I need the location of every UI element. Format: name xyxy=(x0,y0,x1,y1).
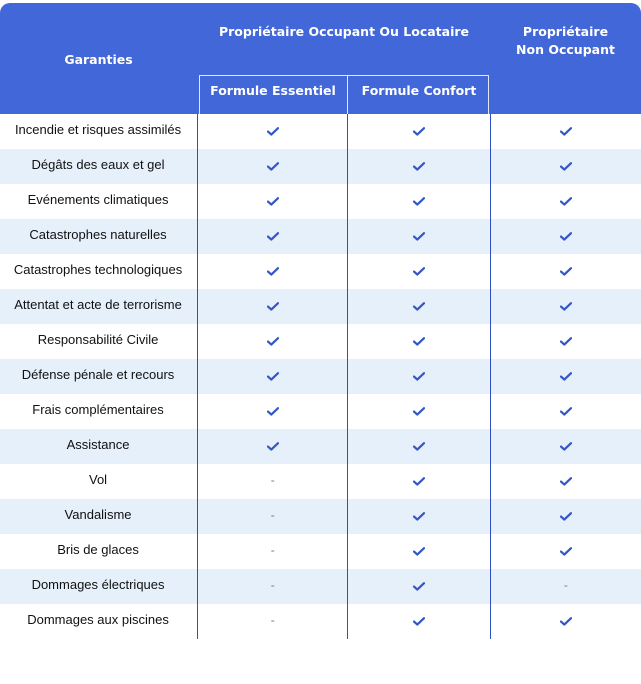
table-row xyxy=(0,604,641,639)
non-occupant-check-icon xyxy=(560,508,572,526)
row-label: Incendie et risques assimilés xyxy=(14,122,182,137)
cell-confort xyxy=(348,149,490,184)
non-occupant-check-icon xyxy=(560,473,572,491)
cell-non-occupant xyxy=(491,324,641,359)
header-divider-right xyxy=(488,75,489,114)
cell-non-occupant xyxy=(491,359,641,394)
cell-essentiel xyxy=(198,394,348,429)
cell-non-occupant xyxy=(491,499,641,534)
cell-confort xyxy=(348,604,490,639)
confort-check-icon xyxy=(413,578,425,596)
cell-non-occupant xyxy=(491,604,641,639)
header-divider-left xyxy=(199,75,200,114)
cell-essentiel xyxy=(198,464,348,499)
essentiel-dash: - xyxy=(270,578,275,592)
cell-essentiel xyxy=(198,534,348,569)
row-label: Catastrophes technologiques xyxy=(13,262,183,277)
non-occupant-check-icon xyxy=(560,123,572,141)
confort-check-icon xyxy=(413,543,425,561)
essentiel-check-icon xyxy=(267,193,279,211)
confort-check-icon xyxy=(413,613,425,631)
table-row xyxy=(0,219,641,254)
table-row xyxy=(0,114,641,149)
non-occupant-check-icon xyxy=(560,193,572,211)
header-non-occupant-line2: Non Occupant xyxy=(516,42,615,57)
cell-essentiel xyxy=(198,499,348,534)
table-row xyxy=(0,499,641,534)
row-label: Assistance xyxy=(66,437,130,452)
confort-check-icon xyxy=(413,333,425,351)
row-label: Dommages aux piscines xyxy=(27,612,169,627)
cell-non-occupant xyxy=(491,114,641,149)
non-occupant-check-icon xyxy=(560,403,572,421)
essentiel-dash: - xyxy=(270,473,275,487)
essentiel-check-icon xyxy=(267,158,279,176)
cell-non-occupant xyxy=(491,289,641,324)
cell-essentiel xyxy=(198,219,348,254)
non-occupant-check-icon xyxy=(560,298,572,316)
table-row xyxy=(0,359,641,394)
cell-confort xyxy=(348,394,490,429)
table-body xyxy=(0,114,641,639)
cell-confort xyxy=(348,359,490,394)
header-formule-essentiel: Formule Essentiel xyxy=(210,83,336,98)
cell-confort xyxy=(348,324,490,359)
header-garanties: Garanties xyxy=(64,52,133,67)
cell-confort xyxy=(348,499,490,534)
row-label: Dommages électriques xyxy=(31,577,165,592)
table-row xyxy=(0,149,641,184)
cell-essentiel xyxy=(198,254,348,289)
confort-check-icon xyxy=(413,263,425,281)
essentiel-check-icon xyxy=(267,298,279,316)
table-row xyxy=(0,184,641,219)
cell-non-occupant xyxy=(491,184,641,219)
essentiel-check-icon xyxy=(267,228,279,246)
confort-check-icon xyxy=(413,508,425,526)
table-header xyxy=(0,3,641,114)
non-occupant-check-icon xyxy=(560,438,572,456)
cell-confort xyxy=(348,569,490,604)
row-label: Vol xyxy=(89,472,108,487)
cell-non-occupant xyxy=(491,219,641,254)
row-label: Bris de glaces xyxy=(57,542,139,557)
essentiel-check-icon xyxy=(267,438,279,456)
cell-essentiel xyxy=(198,324,348,359)
confort-check-icon xyxy=(413,158,425,176)
cell-confort xyxy=(348,464,490,499)
non-occupant-dash: - xyxy=(563,578,568,592)
cell-essentiel xyxy=(198,114,348,149)
header-formule-confort: Formule Confort xyxy=(361,83,477,98)
table-row xyxy=(0,569,641,604)
cell-essentiel xyxy=(198,429,348,464)
cell-confort xyxy=(348,219,490,254)
non-occupant-check-icon xyxy=(560,368,572,386)
non-occupant-check-icon xyxy=(560,333,572,351)
row-label: Attentat et acte de terrorisme xyxy=(14,297,182,312)
header-divider-horizontal xyxy=(200,75,488,76)
row-label: Catastrophes naturelles xyxy=(29,227,167,242)
non-occupant-check-icon xyxy=(560,263,572,281)
cell-confort xyxy=(348,429,490,464)
row-label: Défense pénale et recours xyxy=(21,367,175,382)
table-row xyxy=(0,324,641,359)
table-row xyxy=(0,429,641,464)
cell-non-occupant xyxy=(491,394,641,429)
cell-confort xyxy=(348,289,490,324)
cell-confort xyxy=(348,114,490,149)
essentiel-check-icon xyxy=(267,403,279,421)
header-non-occupant xyxy=(490,23,641,59)
cell-essentiel xyxy=(198,184,348,219)
cell-non-occupant xyxy=(491,534,641,569)
cell-non-occupant xyxy=(491,254,641,289)
row-label: Vandalisme xyxy=(64,507,132,522)
cell-non-occupant xyxy=(491,149,641,184)
essentiel-dash: - xyxy=(270,508,275,522)
cell-essentiel xyxy=(198,289,348,324)
essentiel-check-icon xyxy=(267,368,279,386)
header-non-occupant-line1: Propriétaire xyxy=(522,24,609,39)
cell-essentiel xyxy=(198,604,348,639)
confort-check-icon xyxy=(413,193,425,211)
header-group-owner-occupant: Propriétaire Occupant Ou Locataire xyxy=(218,24,470,39)
confort-check-icon xyxy=(413,473,425,491)
row-label: Frais complémentaires xyxy=(32,402,164,417)
confort-check-icon xyxy=(413,298,425,316)
cell-non-occupant xyxy=(491,464,641,499)
essentiel-check-icon xyxy=(267,263,279,281)
non-occupant-check-icon xyxy=(560,158,572,176)
table-row xyxy=(0,534,641,569)
table-row xyxy=(0,464,641,499)
table-row xyxy=(0,289,641,324)
cell-non-occupant xyxy=(491,569,641,604)
confort-check-icon xyxy=(413,403,425,421)
cell-essentiel xyxy=(198,149,348,184)
cell-confort xyxy=(348,254,490,289)
coverage-table xyxy=(0,3,641,639)
table-row xyxy=(0,394,641,429)
header-divider-mid xyxy=(347,75,348,114)
essentiel-check-icon xyxy=(267,123,279,141)
confort-check-icon xyxy=(413,438,425,456)
essentiel-check-icon xyxy=(267,333,279,351)
confort-check-icon xyxy=(413,123,425,141)
essentiel-dash: - xyxy=(270,543,275,557)
non-occupant-check-icon xyxy=(560,613,572,631)
confort-check-icon xyxy=(413,368,425,386)
row-label: Responsabilité Civile xyxy=(37,332,159,347)
non-occupant-check-icon xyxy=(560,228,572,246)
non-occupant-check-icon xyxy=(560,543,572,561)
row-label: Dégâts des eaux et gel xyxy=(31,157,165,172)
table-row xyxy=(0,254,641,289)
cell-essentiel xyxy=(198,569,348,604)
cell-confort xyxy=(348,184,490,219)
essentiel-dash: - xyxy=(270,613,275,627)
cell-essentiel xyxy=(198,359,348,394)
confort-check-icon xyxy=(413,228,425,246)
row-label: Evénements climatiques xyxy=(27,192,169,207)
cell-non-occupant xyxy=(491,429,641,464)
cell-confort xyxy=(348,534,490,569)
